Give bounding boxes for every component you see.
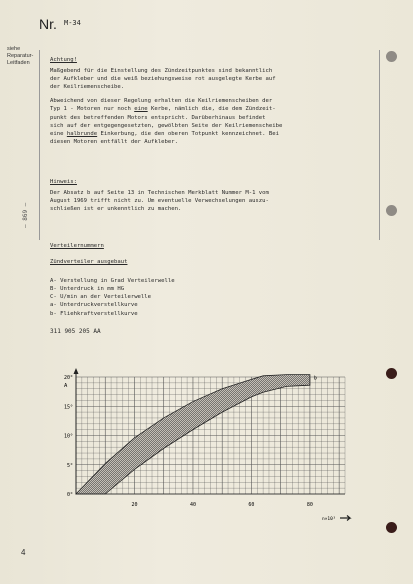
y-tick-label: 5° (66, 462, 73, 469)
y-axis-label: A (64, 383, 68, 389)
verteiler-subtitle: Zündverteiler ausgebaut (50, 259, 128, 266)
abweichend-line: sich auf der entgegengesetzten, gewölbten Seite der Keilriemenscheibe (50, 122, 283, 129)
abweichend-line: diesen Motoren entfällt der Aufkleber. (50, 138, 178, 145)
header-nr-value: M-34 (64, 19, 81, 27)
y-tick-label: 0° (66, 492, 73, 498)
chart-axes (74, 368, 351, 521)
legend-item: A- Verstellung in Grad Verteilerwelle (50, 278, 175, 285)
x-tick-label: 80 (306, 502, 313, 508)
y-tick-label: 20° (63, 375, 73, 381)
punch-hole (386, 205, 397, 216)
achtung-title: Achtung! (50, 57, 77, 63)
legend-item: a- Unterdruckverstellkurve (50, 302, 138, 309)
side-note: siehe Reparatur-Leitfaden (7, 46, 34, 66)
y-axis-arrow (74, 368, 79, 374)
hinweis-title: Hinweis: (50, 179, 77, 185)
x-axis-arrow (340, 516, 350, 521)
punch-hole (386, 522, 397, 533)
page-number: 4 (21, 548, 26, 557)
part-number: 311 905 205 AA (50, 327, 101, 335)
underlined-word: halbrunde (66, 130, 98, 137)
abweichend-line: eine halbrunde Einkerbung, die den oberen Totpunkt kennzeichnet. Bei (50, 130, 280, 137)
chart-ticks (64, 375, 336, 522)
legend-item: B- Unterdruck in mm HG (50, 286, 125, 293)
curve-label: b (313, 375, 317, 382)
hinweis-line: Der Absatz b auf Seite 13 in Technischen Merkblatt Nummer M-1 vom (50, 190, 269, 197)
header-nr-label: Nr. (39, 16, 57, 32)
achtung-line: Maßgebend für die Einstellung des Zündzeitpunktes sind bekanntlich (50, 68, 273, 75)
y-tick-label: 15° (63, 404, 73, 411)
achtung-line: der Keilriemenscheibe. (50, 84, 125, 91)
hinweis-line: August 1969 trifft nicht zu. Um eventuelle Verwechselungen auszu- (50, 198, 269, 205)
y-tick-label: 10° (63, 433, 73, 440)
side-mark: — 869 — (22, 202, 29, 228)
punch-hole (386, 51, 397, 62)
underlined-word: eine (134, 106, 148, 113)
legend-item: C- U/min an der Verteilerwelle (50, 294, 152, 301)
x-tick-label: 40 (189, 502, 196, 508)
x-axis-label: n×10³ (322, 517, 336, 522)
x-tick-label: 60 (248, 502, 255, 508)
hinweis-line: schließen ist er unkenntlich zu machen. (50, 206, 182, 213)
punch-hole (386, 368, 397, 379)
x-tick-label: 20 (131, 502, 138, 508)
abweichend-line: Abweichend von dieser Regelung erhalten die Keilriemenscheiben der (50, 98, 273, 105)
achtung-line: der Aufkleber und die weiß beziehungsweise rot ausgelegte Kerbe auf (50, 76, 276, 83)
legend-item: b- Fliehkraftverstellkurve (50, 310, 138, 317)
verteiler-title: Verteilernummern (50, 243, 104, 249)
abweichend-line: punkt des betreffenden Motors entspricht. Darüberhinaus befindet (50, 114, 266, 121)
abweichend-line: Typ 1 - Motoren nur noch eine Kerbe, nämlich die, die dem Zündzeit- (50, 106, 276, 113)
